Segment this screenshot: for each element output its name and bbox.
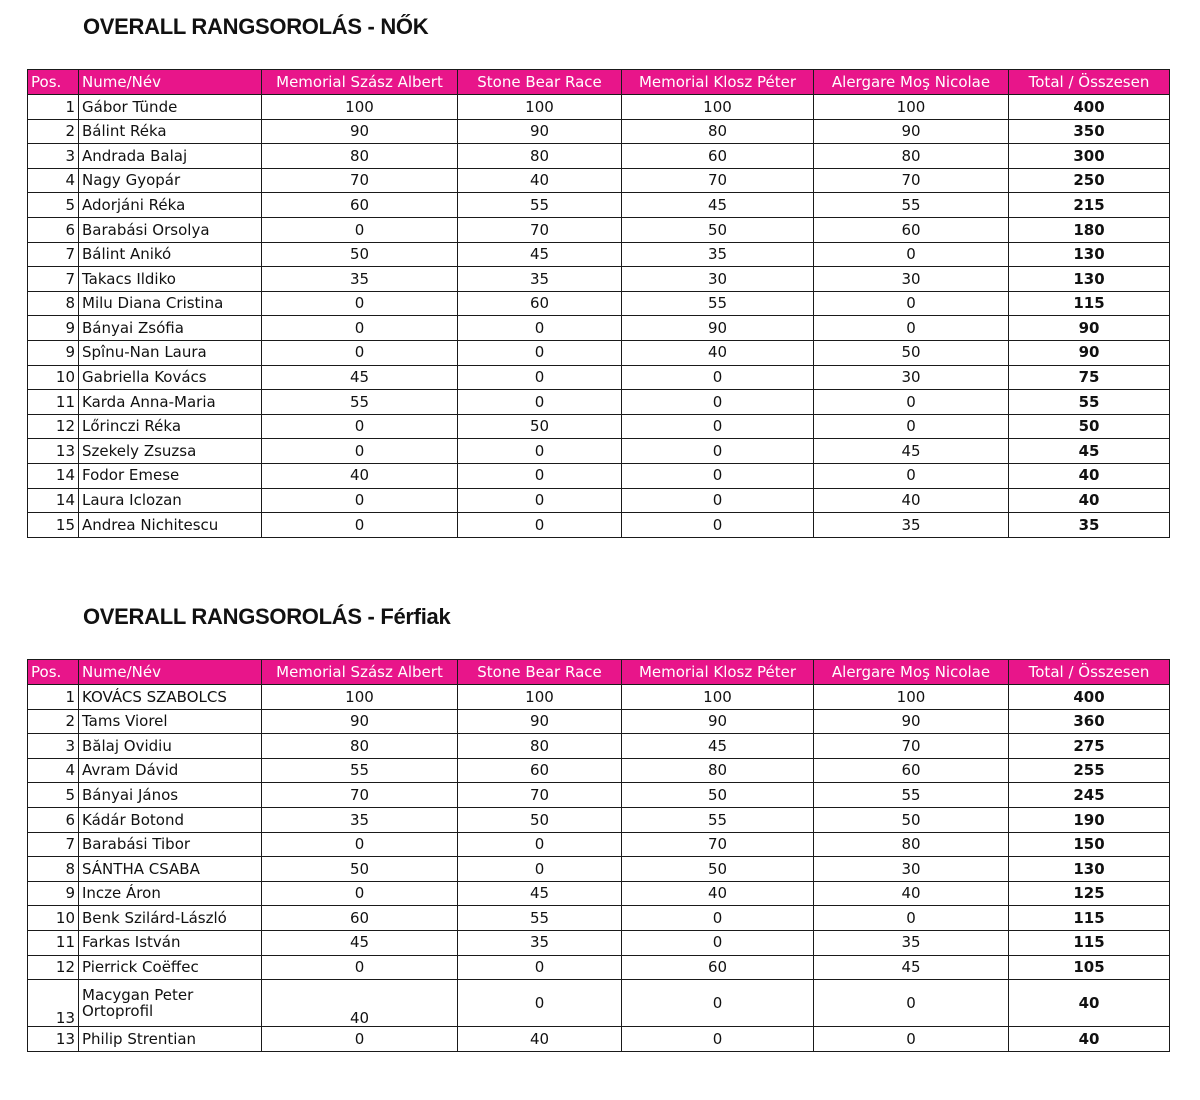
cell-memorial-szasz-albert: 90 — [262, 119, 458, 144]
cell-name: Gabriella Kovács — [79, 365, 262, 390]
cell-name: Spînu-Nan Laura — [79, 340, 262, 365]
table-row — [28, 488, 1170, 513]
cell-memorial-szasz-albert: 45 — [262, 365, 458, 390]
cell-memorial-klosz-peter: 90 — [622, 316, 814, 341]
header-memorial-szasz-albert: Memorial Szász Albert — [262, 70, 458, 95]
table-row — [28, 832, 1170, 857]
cell-memorial-szasz-albert: 60 — [262, 906, 458, 931]
cell-memorial-klosz-peter: 0 — [622, 1027, 814, 1052]
cell-alergare-mos-nicolae: 0 — [814, 906, 1009, 931]
cell-stone-bear-race: 70 — [458, 783, 622, 808]
header-alergare-mos-nicolae: Alergare Moş Nicolae — [814, 70, 1009, 95]
cell-name: Karda Anna-Maria — [79, 390, 262, 415]
cell-memorial-klosz-peter: 0 — [622, 930, 814, 955]
cell-memorial-szasz-albert: 70 — [262, 168, 458, 193]
cell-alergare-mos-nicolae: 60 — [814, 758, 1009, 783]
header-name: Nume/Név — [79, 660, 262, 685]
cell-stone-bear-race: 100 — [458, 685, 622, 710]
cell-stone-bear-race: 45 — [458, 242, 622, 267]
cell-alergare-mos-nicolae: 50 — [814, 807, 1009, 832]
cell-memorial-klosz-peter: 0 — [622, 439, 814, 464]
cell-pos: 14 — [28, 488, 79, 513]
table-row — [28, 758, 1170, 783]
cell-stone-bear-race: 0 — [458, 955, 622, 980]
cell-stone-bear-race: 60 — [458, 291, 622, 316]
cell-stone-bear-race: 80 — [458, 734, 622, 759]
header-memorial-szasz-albert: Memorial Szász Albert — [262, 660, 458, 685]
cell-pos: 13 — [28, 980, 79, 1027]
cell-alergare-mos-nicolae: 100 — [814, 685, 1009, 710]
cell-total: 400 — [1009, 685, 1170, 710]
table-row — [28, 463, 1170, 488]
cell-memorial-szasz-albert: 0 — [262, 340, 458, 365]
cell-memorial-szasz-albert: 0 — [262, 832, 458, 857]
table-row — [28, 955, 1170, 980]
header-memorial-klosz-peter: Memorial Klosz Péter — [622, 660, 814, 685]
table-row — [28, 513, 1170, 538]
cell-total: 40 — [1009, 463, 1170, 488]
cell-name: Incze Áron — [79, 881, 262, 906]
cell-memorial-klosz-peter: 45 — [622, 193, 814, 218]
cell-memorial-szasz-albert: 0 — [262, 316, 458, 341]
header-pos: Pos. — [28, 660, 79, 685]
cell-stone-bear-race: 40 — [458, 1027, 622, 1052]
cell-alergare-mos-nicolae: 90 — [814, 709, 1009, 734]
cell-name: Avram Dávid — [79, 758, 262, 783]
cell-pos: 7 — [28, 267, 79, 292]
cell-pos: 13 — [28, 439, 79, 464]
cell-stone-bear-race: 0 — [458, 513, 622, 538]
women-ranking-table — [27, 69, 1170, 538]
cell-name: Kádár Botond — [79, 807, 262, 832]
men-ranking-table — [27, 659, 1170, 1052]
cell-pos: 5 — [28, 193, 79, 218]
cell-alergare-mos-nicolae: 55 — [814, 783, 1009, 808]
table-row — [28, 906, 1170, 931]
header-name: Nume/Név — [79, 70, 262, 95]
cell-alergare-mos-nicolae: 70 — [814, 734, 1009, 759]
cell-memorial-klosz-peter: 0 — [622, 488, 814, 513]
table-header-row — [28, 70, 1170, 95]
table-row — [28, 267, 1170, 292]
cell-pos: 2 — [28, 119, 79, 144]
cell-pos: 4 — [28, 168, 79, 193]
cell-pos: 7 — [28, 832, 79, 857]
cell-pos: 3 — [28, 734, 79, 759]
cell-stone-bear-race: 40 — [458, 168, 622, 193]
cell-name: Farkas István — [79, 930, 262, 955]
cell-total: 115 — [1009, 291, 1170, 316]
cell-memorial-klosz-peter: 90 — [622, 709, 814, 734]
table-row — [28, 1027, 1170, 1052]
cell-name: Lőrinczi Réka — [79, 414, 262, 439]
cell-alergare-mos-nicolae: 30 — [814, 267, 1009, 292]
table-row — [28, 95, 1170, 120]
cell-memorial-szasz-albert: 50 — [262, 857, 458, 882]
cell-memorial-klosz-peter: 70 — [622, 832, 814, 857]
cell-memorial-szasz-albert: 80 — [262, 734, 458, 759]
cell-total: 115 — [1009, 930, 1170, 955]
cell-total: 215 — [1009, 193, 1170, 218]
cell-name: Nagy Gyopár — [79, 168, 262, 193]
men-ranking-title: OVERALL RANGSOROLÁS - Férfiak — [83, 604, 451, 629]
cell-stone-bear-race: 70 — [458, 217, 622, 242]
cell-pos: 10 — [28, 365, 79, 390]
cell-total: 150 — [1009, 832, 1170, 857]
cell-total: 50 — [1009, 414, 1170, 439]
cell-stone-bear-race: 90 — [458, 709, 622, 734]
cell-memorial-klosz-peter: 0 — [622, 906, 814, 931]
cell-total: 55 — [1009, 390, 1170, 415]
cell-stone-bear-race: 100 — [458, 95, 622, 120]
cell-pos: 1 — [28, 685, 79, 710]
cell-memorial-szasz-albert: 0 — [262, 881, 458, 906]
table-row — [28, 930, 1170, 955]
cell-memorial-szasz-albert: 100 — [262, 685, 458, 710]
cell-memorial-klosz-peter: 0 — [622, 513, 814, 538]
cell-name: SÁNTHA CSABA — [79, 857, 262, 882]
cell-name: KOVÁCS SZABOLCS — [79, 685, 262, 710]
table-row — [28, 365, 1170, 390]
cell-alergare-mos-nicolae: 60 — [814, 217, 1009, 242]
cell-alergare-mos-nicolae: 0 — [814, 242, 1009, 267]
cell-pos: 6 — [28, 217, 79, 242]
cell-alergare-mos-nicolae: 35 — [814, 513, 1009, 538]
cell-total: 130 — [1009, 242, 1170, 267]
table-row — [28, 439, 1170, 464]
cell-alergare-mos-nicolae: 70 — [814, 168, 1009, 193]
cell-stone-bear-race: 0 — [458, 439, 622, 464]
cell-total: 300 — [1009, 144, 1170, 169]
cell-name: Tams Viorel — [79, 709, 262, 734]
table-row — [28, 316, 1170, 341]
cell-memorial-szasz-albert: 50 — [262, 242, 458, 267]
cell-name: Bálint Réka — [79, 119, 262, 144]
cell-alergare-mos-nicolae: 0 — [814, 414, 1009, 439]
cell-total: 245 — [1009, 783, 1170, 808]
cell-memorial-klosz-peter: 0 — [622, 390, 814, 415]
cell-total: 130 — [1009, 857, 1170, 882]
table-row — [28, 734, 1170, 759]
cell-pos: 3 — [28, 144, 79, 169]
table-row — [28, 144, 1170, 169]
table-row — [28, 685, 1170, 710]
table-row — [28, 807, 1170, 832]
table-row — [28, 783, 1170, 808]
cell-memorial-szasz-albert: 0 — [262, 291, 458, 316]
cell-total: 275 — [1009, 734, 1170, 759]
cell-pos: 7 — [28, 242, 79, 267]
cell-alergare-mos-nicolae: 0 — [814, 980, 1009, 1027]
cell-stone-bear-race: 0 — [458, 980, 622, 1027]
cell-pos: 11 — [28, 390, 79, 415]
cell-memorial-klosz-peter: 50 — [622, 783, 814, 808]
cell-alergare-mos-nicolae: 90 — [814, 119, 1009, 144]
cell-stone-bear-race: 0 — [458, 390, 622, 415]
cell-total: 105 — [1009, 955, 1170, 980]
cell-memorial-klosz-peter: 55 — [622, 291, 814, 316]
cell-alergare-mos-nicolae: 55 — [814, 193, 1009, 218]
table-row — [28, 217, 1170, 242]
cell-total: 90 — [1009, 316, 1170, 341]
cell-stone-bear-race: 0 — [458, 316, 622, 341]
cell-total: 45 — [1009, 439, 1170, 464]
cell-pos: 12 — [28, 414, 79, 439]
cell-stone-bear-race: 80 — [458, 144, 622, 169]
cell-stone-bear-race: 50 — [458, 414, 622, 439]
cell-name: Szekely Zsuzsa — [79, 439, 262, 464]
table-row — [28, 168, 1170, 193]
cell-stone-bear-race: 35 — [458, 267, 622, 292]
cell-alergare-mos-nicolae: 80 — [814, 832, 1009, 857]
cell-name: Gábor Tünde — [79, 95, 262, 120]
cell-pos: 11 — [28, 930, 79, 955]
cell-alergare-mos-nicolae: 35 — [814, 930, 1009, 955]
cell-alergare-mos-nicolae: 80 — [814, 144, 1009, 169]
cell-alergare-mos-nicolae: 0 — [814, 1027, 1009, 1052]
cell-alergare-mos-nicolae: 0 — [814, 291, 1009, 316]
cell-stone-bear-race: 50 — [458, 807, 622, 832]
cell-memorial-klosz-peter: 50 — [622, 857, 814, 882]
table-row — [28, 242, 1170, 267]
table-row — [28, 709, 1170, 734]
cell-memorial-klosz-peter: 40 — [622, 881, 814, 906]
cell-memorial-szasz-albert: 55 — [262, 390, 458, 415]
cell-memorial-szasz-albert: 40 — [262, 463, 458, 488]
table-row — [28, 340, 1170, 365]
cell-memorial-szasz-albert: 100 — [262, 95, 458, 120]
cell-memorial-klosz-peter: 0 — [622, 980, 814, 1027]
cell-memorial-klosz-peter: 80 — [622, 758, 814, 783]
table-header-row — [28, 660, 1170, 685]
cell-name: Laura Iclozan — [79, 488, 262, 513]
cell-memorial-szasz-albert: 0 — [262, 955, 458, 980]
cell-pos: 14 — [28, 463, 79, 488]
cell-memorial-klosz-peter: 100 — [622, 95, 814, 120]
cell-alergare-mos-nicolae: 0 — [814, 316, 1009, 341]
cell-name: Pierrick Coëffec — [79, 955, 262, 980]
cell-memorial-szasz-albert: 80 — [262, 144, 458, 169]
cell-total: 40 — [1009, 980, 1170, 1027]
cell-stone-bear-race: 0 — [458, 365, 622, 390]
cell-memorial-klosz-peter: 30 — [622, 267, 814, 292]
header-memorial-klosz-peter: Memorial Klosz Péter — [622, 70, 814, 95]
cell-alergare-mos-nicolae: 50 — [814, 340, 1009, 365]
cell-memorial-szasz-albert: 90 — [262, 709, 458, 734]
cell-total: 400 — [1009, 95, 1170, 120]
cell-alergare-mos-nicolae: 45 — [814, 439, 1009, 464]
cell-memorial-klosz-peter: 50 — [622, 217, 814, 242]
cell-name: Takacs Ildiko — [79, 267, 262, 292]
table-row — [28, 390, 1170, 415]
header-total: Total / Összesen — [1009, 70, 1170, 95]
header-total: Total / Összesen — [1009, 660, 1170, 685]
cell-pos: 15 — [28, 513, 79, 538]
cell-stone-bear-race: 90 — [458, 119, 622, 144]
cell-pos: 4 — [28, 758, 79, 783]
cell-memorial-klosz-peter: 70 — [622, 168, 814, 193]
cell-name: Andrada Balaj — [79, 144, 262, 169]
cell-alergare-mos-nicolae: 40 — [814, 488, 1009, 513]
cell-total: 90 — [1009, 340, 1170, 365]
header-stone-bear-race: Stone Bear Race — [458, 660, 622, 685]
cell-memorial-klosz-peter: 0 — [622, 365, 814, 390]
cell-memorial-klosz-peter: 80 — [622, 119, 814, 144]
cell-name: Adorjáni Réka — [79, 193, 262, 218]
table-row — [28, 414, 1170, 439]
header-pos: Pos. — [28, 70, 79, 95]
cell-pos: 6 — [28, 807, 79, 832]
cell-name: Barabási Tibor — [79, 832, 262, 857]
cell-memorial-szasz-albert: 0 — [262, 439, 458, 464]
cell-pos: 10 — [28, 906, 79, 931]
cell-memorial-szasz-albert: 0 — [262, 217, 458, 242]
cell-name: Macygan Peter Ortoprofil — [79, 980, 262, 1027]
cell-total: 40 — [1009, 488, 1170, 513]
cell-memorial-klosz-peter: 55 — [622, 807, 814, 832]
table-row — [28, 291, 1170, 316]
cell-pos: 2 — [28, 709, 79, 734]
cell-pos: 8 — [28, 857, 79, 882]
cell-memorial-klosz-peter: 40 — [622, 340, 814, 365]
cell-alergare-mos-nicolae: 100 — [814, 95, 1009, 120]
cell-alergare-mos-nicolae: 45 — [814, 955, 1009, 980]
cell-memorial-szasz-albert: 35 — [262, 267, 458, 292]
cell-stone-bear-race: 35 — [458, 930, 622, 955]
cell-pos: 9 — [28, 340, 79, 365]
cell-memorial-szasz-albert: 70 — [262, 783, 458, 808]
cell-name: Fodor Emese — [79, 463, 262, 488]
cell-pos: 12 — [28, 955, 79, 980]
cell-stone-bear-race: 45 — [458, 881, 622, 906]
cell-total: 75 — [1009, 365, 1170, 390]
cell-stone-bear-race: 55 — [458, 906, 622, 931]
cell-memorial-klosz-peter: 0 — [622, 414, 814, 439]
cell-memorial-szasz-albert: 45 — [262, 930, 458, 955]
table-row — [28, 881, 1170, 906]
cell-memorial-szasz-albert: 60 — [262, 193, 458, 218]
table-row — [28, 980, 1170, 1027]
header-alergare-mos-nicolae: Alergare Moş Nicolae — [814, 660, 1009, 685]
cell-name: Bányai János — [79, 783, 262, 808]
cell-memorial-szasz-albert: 35 — [262, 807, 458, 832]
cell-total: 360 — [1009, 709, 1170, 734]
cell-total: 250 — [1009, 168, 1170, 193]
cell-alergare-mos-nicolae: 0 — [814, 390, 1009, 415]
cell-stone-bear-race: 0 — [458, 488, 622, 513]
cell-total: 190 — [1009, 807, 1170, 832]
cell-total: 115 — [1009, 906, 1170, 931]
table-row — [28, 857, 1170, 882]
cell-name: Bányai Zsófia — [79, 316, 262, 341]
cell-stone-bear-race: 0 — [458, 857, 622, 882]
cell-memorial-szasz-albert: 0 — [262, 414, 458, 439]
cell-memorial-szasz-albert: 0 — [262, 513, 458, 538]
cell-pos: 9 — [28, 881, 79, 906]
cell-name: Bálint Anikó — [79, 242, 262, 267]
cell-stone-bear-race: 60 — [458, 758, 622, 783]
cell-name: Benk Szilárd-László — [79, 906, 262, 931]
cell-memorial-szasz-albert: 0 — [262, 488, 458, 513]
cell-memorial-klosz-peter: 35 — [622, 242, 814, 267]
cell-total: 125 — [1009, 881, 1170, 906]
cell-pos: 9 — [28, 316, 79, 341]
cell-stone-bear-race: 55 — [458, 193, 622, 218]
cell-total: 350 — [1009, 119, 1170, 144]
cell-total: 35 — [1009, 513, 1170, 538]
cell-pos: 5 — [28, 783, 79, 808]
cell-total: 40 — [1009, 1027, 1170, 1052]
cell-name: Bălaj Ovidiu — [79, 734, 262, 759]
cell-memorial-klosz-peter: 45 — [622, 734, 814, 759]
cell-alergare-mos-nicolae: 30 — [814, 857, 1009, 882]
cell-memorial-szasz-albert: 55 — [262, 758, 458, 783]
cell-stone-bear-race: 0 — [458, 463, 622, 488]
cell-stone-bear-race: 0 — [458, 832, 622, 857]
cell-name: Barabási Orsolya — [79, 217, 262, 242]
cell-name: Milu Diana Cristina — [79, 291, 262, 316]
cell-memorial-klosz-peter: 0 — [622, 463, 814, 488]
cell-pos: 13 — [28, 1027, 79, 1052]
cell-memorial-klosz-peter: 60 — [622, 955, 814, 980]
cell-pos: 1 — [28, 95, 79, 120]
cell-total: 180 — [1009, 217, 1170, 242]
cell-total: 255 — [1009, 758, 1170, 783]
cell-alergare-mos-nicolae: 30 — [814, 365, 1009, 390]
cell-memorial-klosz-peter: 100 — [622, 685, 814, 710]
women-ranking-title: OVERALL RANGSOROLÁS - NŐK — [83, 14, 429, 39]
cell-memorial-klosz-peter: 60 — [622, 144, 814, 169]
cell-memorial-szasz-albert: 0 — [262, 1027, 458, 1052]
cell-alergare-mos-nicolae: 40 — [814, 881, 1009, 906]
cell-total: 130 — [1009, 267, 1170, 292]
table-row — [28, 193, 1170, 218]
cell-pos: 8 — [28, 291, 79, 316]
header-stone-bear-race: Stone Bear Race — [458, 70, 622, 95]
cell-name: Philip Strentian — [79, 1027, 262, 1052]
cell-stone-bear-race: 0 — [458, 340, 622, 365]
cell-name: Andrea Nichitescu — [79, 513, 262, 538]
table-row — [28, 119, 1170, 144]
cell-alergare-mos-nicolae: 0 — [814, 463, 1009, 488]
cell-memorial-szasz-albert: 40 — [262, 980, 458, 1027]
